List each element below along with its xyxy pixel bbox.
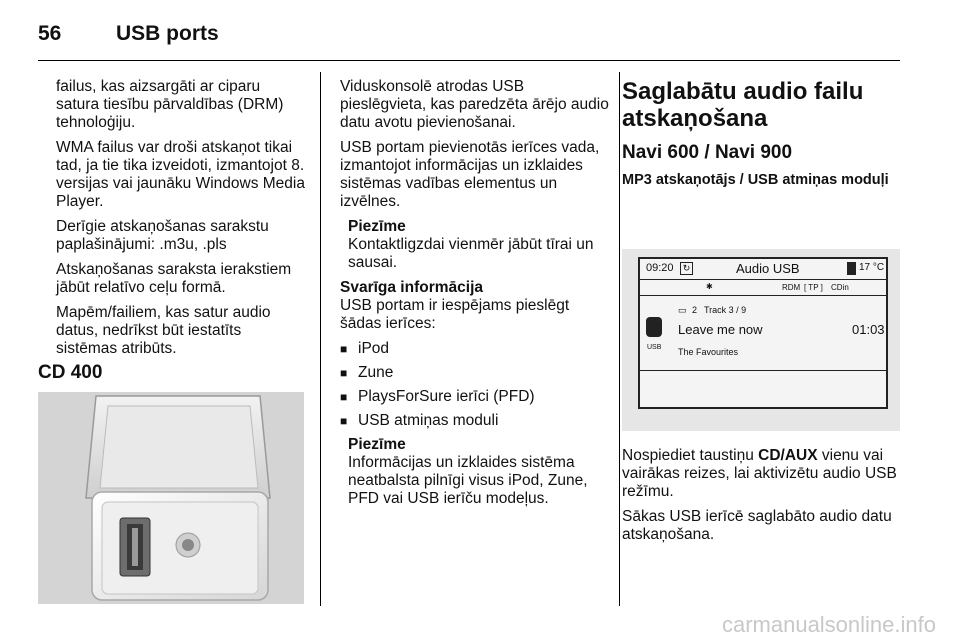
- tp-indicator: [ TP ]: [804, 283, 823, 292]
- rdm-indicator: RDM: [782, 283, 801, 292]
- song-title: Leave me now: [678, 322, 763, 337]
- paragraph: USB portam pievienotās ierīces vada, izmantojot informācijas un izklaides sistēmas vadības elementus un izvēlnes.: [340, 139, 600, 210]
- navi-screen-illustration: [622, 249, 900, 431]
- clock: 09:20: [646, 262, 674, 274]
- info-bar: [640, 280, 886, 296]
- list-item: ■ USB atmiņas moduli: [340, 412, 610, 430]
- column-divider: [320, 72, 321, 606]
- paragraph: Mapēm/failiem, kas satur audio datus, nedrīkst būt iestatīts sistēmas atribūts.: [56, 304, 271, 357]
- watermark: carmanualsonline.info: [721, 612, 936, 637]
- text-segment: Nospiediet taustiņu: [622, 447, 759, 464]
- bluetooth-icon: ✱: [706, 282, 713, 291]
- key-name: CD/AUX: [758, 447, 818, 464]
- section-subsubtitle: MP3 atskaņotājs / USB atmiņas moduļi: [622, 172, 889, 188]
- phone-icon: [847, 262, 856, 275]
- column-1: [56, 78, 306, 365]
- note-box: [348, 436, 610, 508]
- folder-icon: ▭: [678, 305, 687, 315]
- device-list: [340, 340, 610, 430]
- section-heading-cd400: CD 400: [38, 362, 103, 383]
- paragraph: [622, 447, 902, 501]
- paragraph: failus, kas aizsargāti ar ciparu satura tiesību pārvaldības (DRM) tehnoloģiju.: [56, 78, 284, 131]
- page-title: USB ports: [116, 22, 219, 45]
- usb-device-icon: [646, 317, 662, 337]
- paragraph: Sākas USB ierīcē saglabāto audio datu atskaņošana.: [622, 508, 892, 543]
- important-title: Svarīga informācija: [340, 279, 484, 296]
- paragraph: USB portam ir iespējams pieslēgt šādas ierīces:: [340, 297, 570, 332]
- artist-name: The Favourites: [678, 347, 739, 357]
- section-subtitle: Navi 600 / Navi 900: [622, 142, 793, 163]
- note-title: Piezīme: [348, 436, 406, 453]
- list-item: ■ Zune: [340, 364, 610, 382]
- column-2: [340, 78, 610, 508]
- header-divider: [38, 60, 900, 61]
- status-bar: [640, 259, 886, 280]
- column-divider: [619, 72, 620, 606]
- usb-port-photo: [38, 392, 304, 604]
- note-text: Informācijas un izklaides sistēma neatbalsta pilnīgi visus iPod, Zune, PFD vai USB ierīču modeļus.: [348, 454, 588, 507]
- note-box: [348, 218, 610, 272]
- text-segment: vienu vai vairākas reizes, lai aktivizētu audio USB režīmu.: [622, 447, 897, 500]
- source-title: Audio USB: [736, 261, 800, 276]
- sync-icon: ↻: [680, 262, 693, 275]
- now-playing: [640, 296, 886, 371]
- list-item: ■ PlaysForSure ierīci (PFD): [340, 388, 610, 406]
- track-info: Track 3 / 9: [704, 305, 747, 315]
- folder-number: 2: [692, 305, 698, 315]
- section-title: Saglabātu audio failu atskaņošana: [622, 78, 864, 132]
- usb-label: USB: [647, 344, 662, 351]
- paragraph: Derīgie atskaņošanas sarakstu paplašinājumi: .m3u, .pls: [56, 218, 269, 253]
- cdin-indicator: CDin: [831, 283, 849, 292]
- column-3-body: [622, 447, 902, 551]
- paragraph: WMA failus var droši atskaņot tikai tad, ja tie tika izveidoti, izmantojot 8. versijas vai jaunāku Windows Media Player.: [56, 139, 305, 210]
- column-3: [622, 78, 902, 189]
- temperature: 17 °C: [859, 262, 885, 273]
- display-panel: [638, 257, 888, 409]
- elapsed-time: 01:03: [852, 322, 885, 337]
- paragraph: Viduskonsolē atrodas USB pieslēgvieta, kas paredzēta ārējo audio datu avotu pievienošanai.: [340, 78, 609, 131]
- note-text: Kontaktligzdai vienmēr jābūt tīrai un sausai.: [348, 236, 594, 271]
- paragraph: Atskaņošanas saraksta ierakstiem jābūt relatīvo ceļu formā.: [56, 261, 292, 296]
- page-number: 56: [38, 22, 62, 45]
- list-item: ■ iPod: [340, 340, 610, 358]
- note-title: Piezīme: [348, 218, 406, 235]
